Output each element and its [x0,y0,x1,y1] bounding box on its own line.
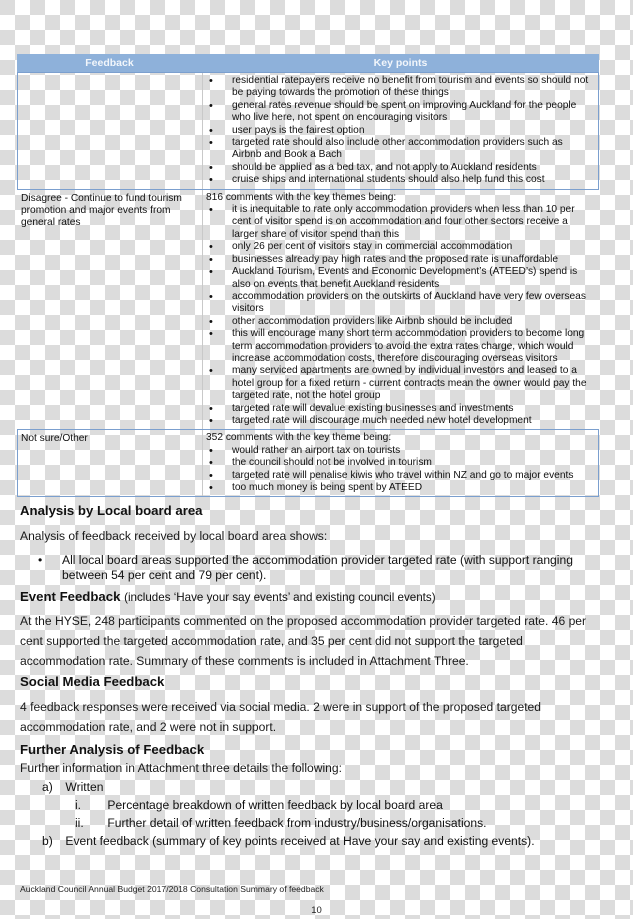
section-heading-event-feedback: Event Feedback (includes ‘Have your say events’ and existing council events) [20,589,436,604]
list-item: • targeted rate will discourage much needed new hotel development [206,415,594,427]
list-item: • general rates revenue should be spent on improving Auckland for the people who live here, not spent on encouraging visitors [206,100,594,125]
table-row [17,190,599,430]
list-item: • this will encourage many short term accommodation providers to become long term accommodation providers to avoid the extra rates charge, which would increase accommodation costs, therefore discouraging overseas visitors [206,328,594,365]
key-points-cell [203,190,598,430]
event-feedback-body: At the HYSE, 248 participants commented on the proposed accommodation provider targeted rate. 46 per cent supported the targeted accommodation rate, and 35 per cent did not support the targeted accommodation rate. Summary of these comments is included in Attachment Three. [20,614,587,668]
key-points-cell [203,430,598,496]
key-points-list [206,445,594,495]
list-item: • it is inequitable to rate only accommodation providers when less than 10 per cent of visitor spend is on accommodation and four other sectors receive a larger share of visitor spend than this [206,204,594,241]
list-item: • only 26 per cent of visitors stay in commercial accommodation [206,241,594,253]
list-item: • cruise ships and international students should also help fund this cost [206,174,594,186]
list-item: • user pays is the fairest option [206,125,594,137]
further-analysis-intro: Further information in Attachment three details the following: [20,761,342,775]
list-item-i: i. Percentage breakdown of written feedback by local board area [75,798,443,812]
list-item-ii: ii. Further detail of written feedback from industry/business/organisations. [75,816,487,830]
table-row [17,72,599,190]
section-heading-further-analysis: Further Analysis of Feedback [20,742,205,757]
section-heading-social-media: Social Media Feedback [20,674,165,689]
list-item: • many serviced apartments are owned by individual investors and leased to a hotel group for a fixed return - current contracts mean the owner would pay the targeted rate, not the hotel group [206,365,594,402]
footer-text: Auckland Council Annual Budget 2017/2018 Consultation Summary of feedback [20,884,324,894]
local-board-intro: Analysis of feedback received by local board area shows: [20,529,328,543]
list-item-b: b) Event feedback (summary of key points received at Have your say and existing events). [42,834,535,848]
header-key-points: Key points [373,57,428,69]
key-points-cell [203,73,598,189]
list-item: • targeted rate should also include other accommodation providers such as Airbnb and Book a Bach [206,137,594,162]
feedback-cell: Disagree - Continue to fund tourism promotion and major events from general rates [18,190,203,430]
list-item: • other accommodation providers like Airbnb should be included [206,316,594,328]
table-row [17,429,599,497]
section-heading-local-board: Analysis by Local board area [20,503,203,518]
list-item: • residential ratepayers receive no benefit from tourism and events so should not be paying towards the promotion of these things [206,75,594,100]
list-item: • the council should not be involved in tourism [206,457,594,469]
list-item-a: a) Written [42,780,104,794]
social-media-body: 4 feedback responses were received via social media. 2 were in support of the proposed targeted accommodation rate, and 2 were not in support. [20,700,542,734]
heading-note: (includes ‘Have your say events’ and existing council events) [124,591,436,604]
table-header [17,54,599,72]
comments-count: 352 comments with the key theme being: [206,432,392,444]
comments-count: 816 comments with the key themes being: [206,191,397,203]
list-item: • targeted rate will penalise kiwis who travel within NZ and go to major events [206,470,594,482]
list-item: • Auckland Tourism, Events and Economic Development’s (ATEED’s) spend is also on events that benefit Auckland residents [206,266,594,291]
list-item: • targeted rate will devalue existing businesses and investments [206,403,594,415]
feedback-table [17,54,599,497]
list-item: • would rather an airport tax on tourists [206,445,594,457]
list-item: • accommodation providers on the outskirts of Auckland have very few overseas visitors [206,291,594,316]
list-item: • businesses already pay high rates and the proposed rate is unaffordable [206,254,594,266]
key-points-list [206,75,594,187]
key-points-list [206,204,594,427]
bullet-icon: • [38,553,43,567]
header-feedback: Feedback [85,57,134,69]
list-item: • should be applied as a bed tax, and not apply to Auckland residents [206,162,594,174]
list-item: • too much money is being spent by ATEED [206,482,594,494]
page-number: 10 [311,905,322,916]
local-board-bullet: • All local board areas supported the accommodation provider targeted rate (with support ranging between 54 per cent and 79 per cent). [38,553,573,582]
feedback-cell: Not sure/Other [18,430,203,496]
feedback-cell [18,73,203,189]
